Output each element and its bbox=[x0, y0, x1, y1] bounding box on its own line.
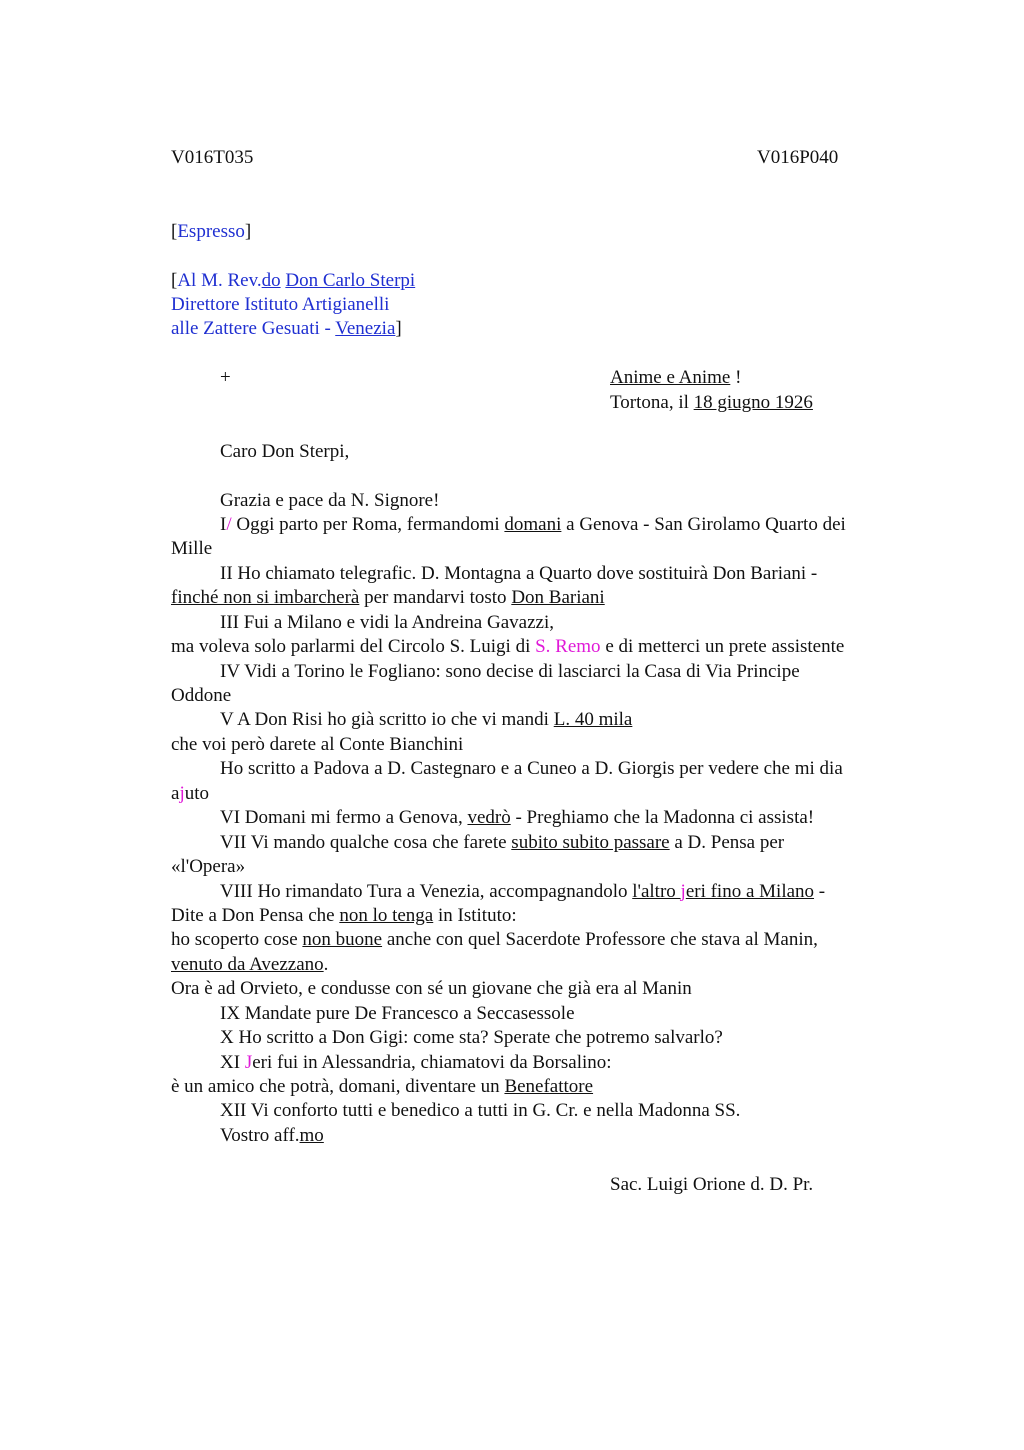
paragraph-8 bbox=[220, 880, 825, 904]
paragraph-8-cont-2 bbox=[171, 928, 818, 952]
editor-mark: j bbox=[680, 881, 686, 902]
underlined-text: vedrò bbox=[467, 807, 511, 828]
editor-mark: / bbox=[226, 514, 232, 535]
address-street: alle Zattere Gesuati - bbox=[171, 318, 336, 339]
text-run: eri fui in Alessandria, chiamatovi da Borsalino: bbox=[252, 1052, 612, 1073]
underlined-text: l'altro bbox=[632, 881, 681, 902]
text-run: VIII Ho rimandato Tura a Venezia, accompagnandolo bbox=[220, 881, 633, 902]
place-name: S. Remo bbox=[535, 636, 601, 657]
address-line-2: Direttore Istituto Artigianelli bbox=[171, 294, 390, 315]
paragraph-11 bbox=[220, 1051, 612, 1075]
paragraph-5b-cont bbox=[171, 782, 209, 806]
text-run: in Istituto: bbox=[433, 905, 517, 926]
document-code-left: V016T035 bbox=[171, 147, 254, 168]
paragraph-12: XII Vi conforto tutti e benedico a tutti in G. Cr. e nella Madonna SS. bbox=[220, 1100, 741, 1121]
bracket-open: [ bbox=[171, 221, 178, 242]
paragraph-7-cont: «l'Opera» bbox=[171, 856, 246, 877]
place-date bbox=[610, 391, 813, 415]
paragraph-7 bbox=[220, 831, 784, 855]
place: Tortona, il bbox=[610, 392, 694, 413]
address-line-3 bbox=[171, 317, 402, 341]
paragraph-1 bbox=[220, 513, 846, 537]
underlined-text: Don Bariani bbox=[511, 587, 605, 608]
paragraph-5 bbox=[220, 708, 632, 732]
text-run: . bbox=[323, 954, 329, 975]
bracket-close: ] bbox=[395, 318, 402, 339]
editor-mark: j bbox=[179, 783, 185, 804]
paragraph-8-cont-4: Ora è ad Orvieto, e condusse con sé un giovane che già era al Manin bbox=[171, 978, 692, 999]
address-title: Al M. Rev. bbox=[177, 270, 262, 291]
bracket-close: ] bbox=[244, 221, 252, 242]
editor-mark: J bbox=[244, 1052, 253, 1073]
espresso-line bbox=[171, 220, 251, 244]
paragraph-2: II Ho chiamato telegrafic. D. Montagna a Quarto dove sostituirà Don Bariani - bbox=[220, 563, 818, 584]
paragraph-6 bbox=[220, 806, 814, 830]
recipient-name: Don Carlo Sterpi bbox=[285, 270, 416, 291]
date: 18 giugno 1926 bbox=[693, 392, 813, 413]
text-run: - Preghiamo che la Madonna ci assista! bbox=[510, 807, 815, 828]
text-run: VII Vi mando qualche cosa che farete bbox=[220, 832, 512, 853]
text-run: uto bbox=[184, 783, 209, 804]
paragraph-5b: Ho scritto a Padova a D. Castegnaro e a Cuneo a D. Giorgis per vedere che mi dia bbox=[220, 758, 843, 779]
paragraph-4: IV Vidi a Torino le Fogliano: sono decise di lasciarci la Casa di Via Principe bbox=[220, 661, 800, 682]
cross-symbol: + bbox=[220, 367, 231, 388]
text-run: anche con quel Sacerdote Professore che stava al Manin, bbox=[382, 929, 818, 950]
underlined-text: finché non si imbarcherà bbox=[171, 587, 360, 608]
paragraph-3-cont bbox=[171, 635, 844, 659]
text-run: a bbox=[171, 783, 180, 804]
espresso-label: Espresso bbox=[177, 221, 245, 242]
address-title-suffix: do bbox=[261, 270, 281, 291]
paragraph-11-cont bbox=[171, 1075, 593, 1099]
paragraph-8-cont-3 bbox=[171, 953, 328, 977]
greeting: Grazia e pace da N. Signore! bbox=[220, 490, 440, 511]
underlined-text: domani bbox=[504, 514, 562, 535]
text-run: a Genova - San Girolamo Quarto dei bbox=[561, 514, 846, 535]
paragraph-5-cont: che voi però darete al Conte Bianchini bbox=[171, 734, 464, 755]
text-run: a D. Pensa per bbox=[669, 832, 785, 853]
text-run: Oggi parto per Roma, fermandomi bbox=[231, 514, 505, 535]
text-run: V A Don Risi ho già scritto io che vi mandi bbox=[220, 709, 554, 730]
document-code-right: V016P040 bbox=[757, 147, 839, 168]
paragraph-4-cont: Oddone bbox=[171, 685, 232, 706]
paragraph-9: IX Mandate pure De Francesco a Seccasessole bbox=[220, 1003, 575, 1024]
address-city: Venezia bbox=[335, 318, 396, 339]
paragraph-10: X Ho scritto a Don Gigi: come sta? Sperate che potremo salvarlo? bbox=[220, 1027, 723, 1048]
underlined-text: Benefattore bbox=[504, 1076, 594, 1097]
closing-text: Vostro aff. bbox=[220, 1125, 300, 1146]
motto-text: Anime e Anime bbox=[610, 367, 731, 388]
closing-suffix: mo bbox=[299, 1125, 324, 1146]
closing bbox=[220, 1124, 324, 1148]
text-run: è un amico che potrà, domani, diventare un bbox=[171, 1076, 505, 1097]
underlined-text: venuto da Avezzano bbox=[171, 954, 324, 975]
paragraph-3: III Fui a Milano e vidi la Andreina Gavazzi, bbox=[220, 612, 554, 633]
motto bbox=[610, 366, 741, 390]
underlined-text: eri fino a Milano bbox=[685, 881, 815, 902]
numeral-1: I bbox=[220, 514, 227, 535]
signature: Sac. Luigi Orione d. D. Pr. bbox=[610, 1174, 814, 1195]
text-run: Dite a Don Pensa che bbox=[171, 905, 340, 926]
paragraph-8-cont-1 bbox=[171, 904, 517, 928]
address-line-1 bbox=[171, 269, 415, 293]
motto-exclamation: ! bbox=[730, 367, 742, 388]
underlined-amount: L. 40 mila bbox=[553, 709, 633, 730]
bracket-open: [ bbox=[171, 270, 178, 291]
text-run: ma voleva solo parlarmi del Circolo S. Luigi di bbox=[171, 636, 536, 657]
text-run: XI bbox=[220, 1052, 245, 1073]
text-run: per mandarvi tosto bbox=[359, 587, 512, 608]
text-run: e di metterci un prete assistente bbox=[600, 636, 845, 657]
paragraph-1-cont: Mille bbox=[171, 538, 213, 559]
paragraph-2-cont bbox=[171, 586, 605, 610]
underlined-text: subito subito passare bbox=[511, 832, 670, 853]
text-run: VI Domani mi fermo a Genova, bbox=[220, 807, 468, 828]
underlined-text: non buone bbox=[302, 929, 383, 950]
text-run: - bbox=[814, 881, 826, 902]
salutation: Caro Don Sterpi, bbox=[220, 441, 350, 462]
underlined-text: non lo tenga bbox=[339, 905, 434, 926]
text-run: ho scoperto cose bbox=[171, 929, 303, 950]
